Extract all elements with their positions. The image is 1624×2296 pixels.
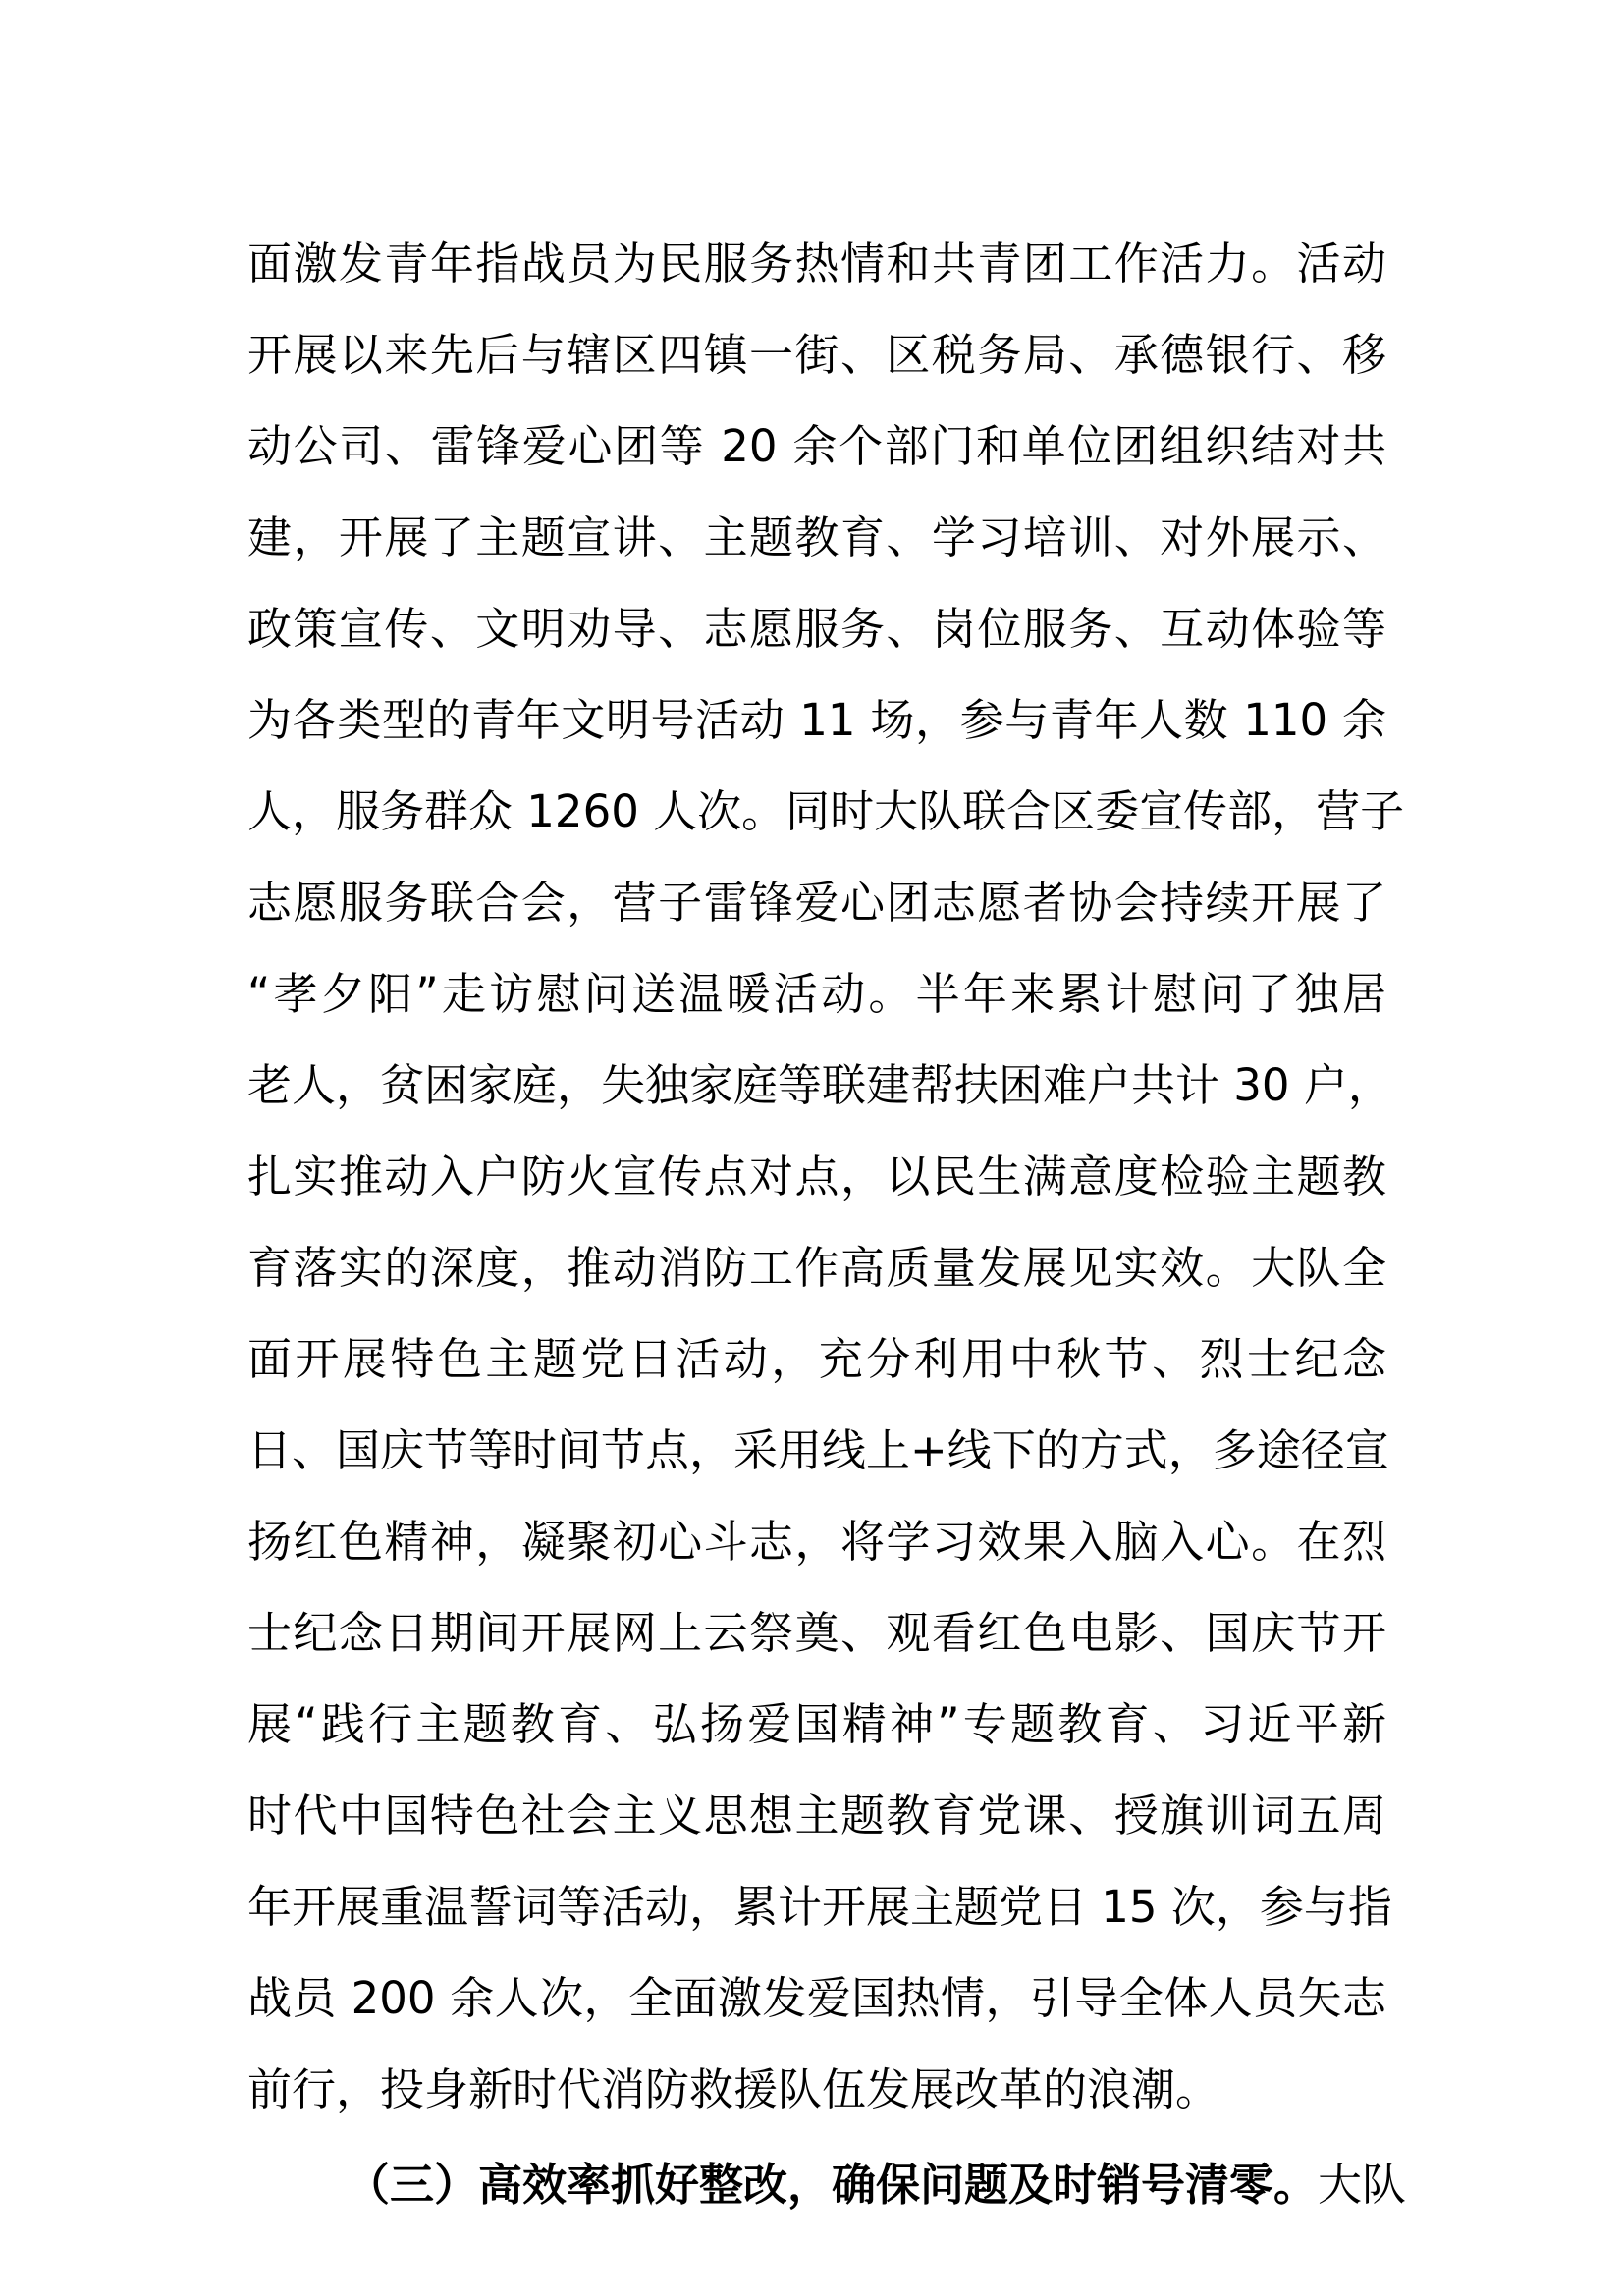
section-heading-continuation: 大队: [1318, 2159, 1407, 2211]
paragraph-line: 面开展特色主题党日活动，充分利用中秋节、烈士纪念: [247, 1333, 1386, 1385]
paragraph-line: 为各类型的青年文明号活动 11 场，参与青年人数 110 余: [247, 694, 1386, 746]
paragraph-line: 前行，投身新时代消防救援队伍发展改革的浪潮。: [247, 2063, 1220, 2115]
paragraph-line: “孝夕阳”走访慰问送温暖活动。半年来累计慰问了独居: [247, 968, 1386, 1020]
paragraph-line: 人，服务群众 1260 人次。同时大队联合区委宣传部，营子: [247, 785, 1405, 837]
paragraph-line: 战员 200 余人次，全面激发爱国热情，引导全体人员矢志: [247, 1972, 1386, 2024]
paragraph-line: 日、国庆节等时间节点，采用线上+线下的方式，多途径宣: [247, 1424, 1389, 1476]
paragraph-line: 展“践行主题教育、弘扬爱国精神”专题教育、习近平新: [247, 1698, 1386, 1750]
paragraph-line: 时代中国特色社会主义思想主题教育党课、授旗训词五周: [247, 1789, 1386, 1842]
paragraph-line: 老人，贫困家庭，失独家庭等联建帮扶困难户共计 30 户，: [247, 1059, 1392, 1111]
paragraph-line: 开展以来先后与辖区四镇一街、区税务局、承德银行、移: [247, 329, 1386, 381]
paragraph-line: 士纪念日期间开展网上云祭奠、观看红色电影、国庆节开: [247, 1607, 1386, 1659]
paragraph-line: 建，开展了主题宣讲、主题教育、学习培训、对外展示、: [247, 511, 1386, 563]
paragraph-line: 扬红色精神，凝聚初心斗志，将学习效果入脑入心。在烈: [247, 1516, 1386, 1568]
body-text: [247, 218, 1407, 2230]
section-heading-title: （三）高效率抓好整改，确保问题及时销号清零。: [346, 2159, 1319, 2211]
section-heading: [247, 2139, 1407, 2230]
paragraph-line: 育落实的深度，推动消防工作高质量发展见实效。大队全: [247, 1242, 1386, 1294]
paragraph-line: 动公司、雷锋爱心团等 20 余个部门和单位团组织结对共: [247, 420, 1386, 472]
paragraph-line: 政策宣传、文明劝导、志愿服务、岗位服务、互动体验等: [247, 603, 1386, 655]
paragraph-line: 年开展重温誓词等活动，累计开展主题党日 15 次，参与指: [247, 1881, 1392, 1933]
paragraph-line: 扎实推动入户防火宣传点对点，以民生满意度检验主题教: [247, 1150, 1386, 1202]
paragraph-line: 志愿服务联合会，营子雷锋爱心团志愿者协会持续开展了: [247, 877, 1386, 929]
paragraph-line: 面激发青年指战员为民服务热情和共青团工作活力。活动: [247, 238, 1386, 290]
